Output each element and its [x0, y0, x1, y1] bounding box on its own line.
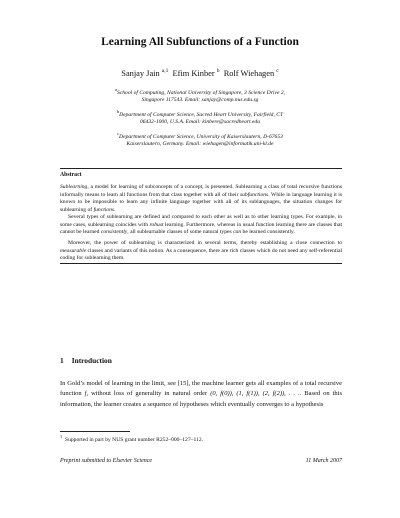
emphasis: functions — [93, 207, 115, 214]
abstract-top-rule — [60, 168, 342, 169]
math: f — [84, 390, 87, 398]
affiliation-line: Singapore 117543. Email: sanjay@comp.nus.edu.sg — [141, 97, 259, 104]
footnote-mark: 1 — [60, 434, 63, 439]
emphasis: consistently — [100, 229, 128, 236]
text: . — [114, 207, 116, 214]
preprint-date: 11 March 2007 — [305, 458, 342, 464]
emphasis: Sublearning — [60, 184, 88, 190]
text: . While in language learning it is known to be impossible to learn any infinite language together with all of its sublanguages, the situation changes for sublearning of — [60, 191, 342, 214]
intro-paragraph — [60, 379, 342, 410]
affiliation-mark: a — [114, 87, 117, 92]
footnote — [60, 434, 203, 443]
text: classes and variants of this notion. As a consequence, there are rich classes which do not need any self-referential coding for sublearning them. — [60, 247, 342, 262]
text: . Based on this information, the learner creates a sequence of hypotheses which eventually converges to a hypothesis — [60, 390, 342, 408]
text: learning. Furthermore, whereas in usual function learning there are classes that cannot be learned — [60, 221, 342, 236]
abstract-paragraph — [60, 240, 342, 263]
author-name: Efim Kinber — [172, 68, 215, 78]
text: be learned consistently. — [241, 229, 295, 236]
author-list — [0, 68, 400, 78]
emphasis: robust — [149, 221, 164, 228]
affiliation — [60, 86, 340, 105]
author-mark: b — [216, 68, 220, 74]
footnote-text: Supported in part by NUS grant number R252–000–127–112. — [64, 436, 204, 443]
affiliation-line: School of Computing, National University of Singapore, 3 Science Drive 2, — [116, 89, 286, 96]
section-title: Introduction — [71, 356, 112, 365]
affiliation-mark: c — [117, 131, 120, 136]
section-number: 1 — [60, 356, 64, 365]
text: , all sublearnable classes of some natural types — [127, 229, 234, 236]
paper-title: Learning All Subfunctions of a Function — [101, 36, 299, 48]
emphasis: can — [233, 229, 242, 236]
section-heading — [60, 356, 112, 365]
affiliation-line: Department of Computer Science, Sacred Heart University, Fairfield, CT — [119, 111, 284, 118]
author-mark: c — [276, 68, 279, 74]
author-mark: a,1 — [161, 68, 169, 74]
author-name: Rolf Wiehagen — [223, 68, 275, 78]
emphasis: measurable — [60, 247, 87, 254]
text: Several types of sublearning are defined and compared to each other as well as to other learning types. For example, in some cases, sublearning coincides with — [60, 214, 342, 228]
affiliation-line: Kaiserslautern, Germany. Email: wiehagen@informatik.uni-kl.de — [126, 141, 274, 148]
abstract-paragraph — [60, 214, 342, 237]
abstract-heading: Abstract — [60, 172, 82, 178]
text: Moreover, the power of sublearning is characterized in several terms, thereby establishing a close connection to — [68, 240, 342, 246]
math: (0, f(0)), (1, f(1)), (2, f(2)), . . . — [210, 390, 300, 398]
abstract-paragraph — [60, 184, 342, 215]
preprint-note: Preprint submitted to Elsevier Science — [60, 458, 153, 464]
affiliation — [60, 108, 340, 127]
footnote-rule — [60, 431, 130, 432]
affiliation — [60, 130, 340, 149]
text: , a model for learning of subconcepts of a concept, is presented. Sublearning a class of total recursive functions informally means to learn all functions from that class together with all of their — [60, 184, 342, 198]
abstract-bottom-rule — [60, 263, 342, 264]
author-name: Sanjay Jain — [121, 68, 160, 78]
emphasis: subfunctions — [239, 191, 269, 198]
affiliation-mark: b — [116, 109, 120, 114]
affiliation-line: Department of Computer Science, University of Kaiserslautern, D-67653 — [119, 133, 283, 140]
text: In Gold’s model of learning in the limit, see [15], the machine learner gets all examples of a total recursive function — [60, 380, 342, 398]
affiliation-line: 06432-1000, U.S.A. Email: kinbere@sacredheart.edu — [139, 119, 260, 126]
text: , without loss of generality in natural order — [86, 390, 211, 398]
